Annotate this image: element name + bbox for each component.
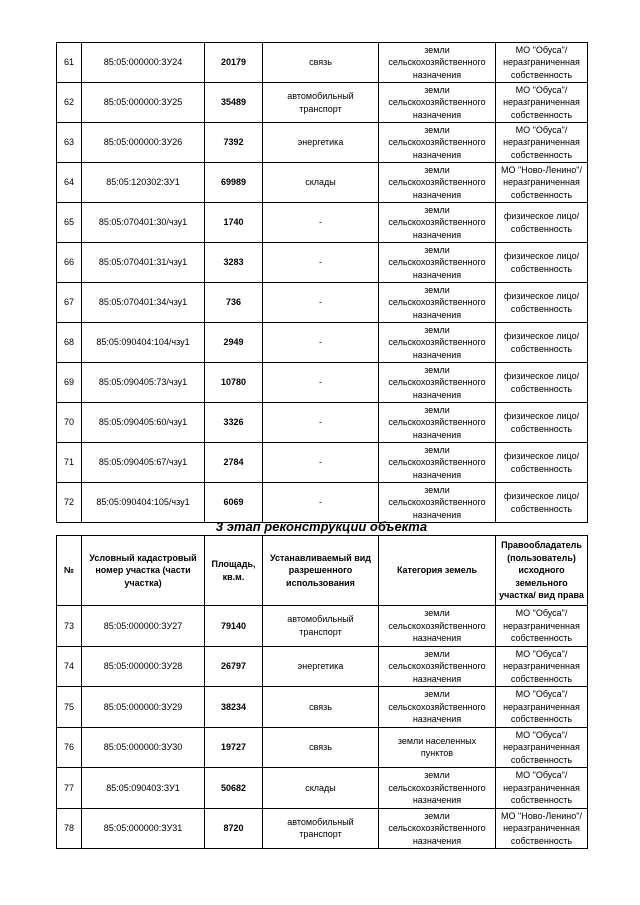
permitted-use: - bbox=[263, 363, 379, 403]
table-row bbox=[57, 687, 588, 728]
cadastral-number: 85:05:090405:67/чзу1 bbox=[82, 443, 205, 483]
table-row bbox=[57, 43, 588, 83]
owner-right: МО "Ново-Ленино"/ неразграниченная собственность bbox=[496, 163, 588, 203]
land-category: земли сельскохозяйственного назначения bbox=[379, 323, 496, 363]
row-number: 74 bbox=[57, 646, 82, 687]
cadastral-number: 85:05:090404:104/чзу1 bbox=[82, 323, 205, 363]
land-category: земли сельскохозяйственного назначения bbox=[379, 83, 496, 123]
area-value: 19727 bbox=[205, 727, 263, 768]
table-row bbox=[57, 646, 588, 687]
land-category: земли сельскохозяйственного назначения bbox=[379, 43, 496, 83]
table-row bbox=[57, 403, 588, 443]
owner-right: МО "Ново-Ленино"/ неразграниченная собственность bbox=[496, 808, 588, 849]
owner-right: физическое лицо/ собственность bbox=[496, 363, 588, 403]
row-number: 64 bbox=[57, 163, 82, 203]
table-row bbox=[57, 606, 588, 647]
area-value: 69989 bbox=[205, 163, 263, 203]
table-row bbox=[57, 443, 588, 483]
owner-right: физическое лицо/ собственность bbox=[496, 243, 588, 283]
row-number: 69 bbox=[57, 363, 82, 403]
header-area: Площадь, кв.м. bbox=[205, 536, 263, 606]
row-number: 76 bbox=[57, 727, 82, 768]
owner-right: МО "Обуса"/ неразграниченная собственность bbox=[496, 727, 588, 768]
table-row bbox=[57, 163, 588, 203]
table-row bbox=[57, 727, 588, 768]
owner-right: МО "Обуса"/ неразграниченная собственность bbox=[496, 687, 588, 728]
table-row bbox=[57, 83, 588, 123]
land-category: земли сельскохозяйственного назначения bbox=[379, 123, 496, 163]
land-category: земли сельскохозяйственного назначения bbox=[379, 443, 496, 483]
row-number: 62 bbox=[57, 83, 82, 123]
permitted-use: - bbox=[263, 203, 379, 243]
permitted-use: склады bbox=[263, 163, 379, 203]
owner-right: физическое лицо/ собственность bbox=[496, 443, 588, 483]
cadastral-number: 85:05:000000:ЗУ25 bbox=[82, 83, 205, 123]
permitted-use: связь bbox=[263, 687, 379, 728]
permitted-use: энергетика bbox=[263, 123, 379, 163]
row-number: 78 bbox=[57, 808, 82, 849]
cadastral-number: 85:05:090404:105/чзу1 bbox=[82, 483, 205, 523]
cadastral-number: 85:05:000000:ЗУ26 bbox=[82, 123, 205, 163]
cadastral-number: 85:05:070401:31/чзу1 bbox=[82, 243, 205, 283]
owner-right: МО "Обуса"/ неразграниченная собственность bbox=[496, 646, 588, 687]
permitted-use: связь bbox=[263, 727, 379, 768]
table-row bbox=[57, 323, 588, 363]
owner-right: физическое лицо/ собственность bbox=[496, 483, 588, 523]
area-value: 2784 bbox=[205, 443, 263, 483]
permitted-use: - bbox=[263, 403, 379, 443]
table-row bbox=[57, 283, 588, 323]
parcels-table-stage3 bbox=[56, 535, 588, 849]
row-number: 72 bbox=[57, 483, 82, 523]
owner-right: физическое лицо/ собственность bbox=[496, 403, 588, 443]
row-number: 71 bbox=[57, 443, 82, 483]
cadastral-number: 85:05:000000:ЗУ31 bbox=[82, 808, 205, 849]
owner-right: МО "Обуса"/ неразграниченная собственность bbox=[496, 768, 588, 809]
row-number: 75 bbox=[57, 687, 82, 728]
table-row bbox=[57, 203, 588, 243]
area-value: 38234 bbox=[205, 687, 263, 728]
area-value: 6069 bbox=[205, 483, 263, 523]
owner-right: МО "Обуса"/ неразграниченная собственность bbox=[496, 123, 588, 163]
table-row bbox=[57, 808, 588, 849]
land-category: земли сельскохозяйственного назначения bbox=[379, 203, 496, 243]
table-row bbox=[57, 363, 588, 403]
owner-right: МО "Обуса"/ неразграниченная собственность bbox=[496, 43, 588, 83]
header-land-category: Категория земель bbox=[379, 536, 496, 606]
permitted-use: энергетика bbox=[263, 646, 379, 687]
header-cadastral-number: Условный кадастровый номер участка (части участка) bbox=[82, 536, 205, 606]
cadastral-number: 85:05:000000:ЗУ27 bbox=[82, 606, 205, 647]
row-number: 68 bbox=[57, 323, 82, 363]
cadastral-number: 85:05:090403:ЗУ1 bbox=[82, 768, 205, 809]
header-owner-right: Правообладатель (пользователь) исходного земельного участка/ вид права bbox=[496, 536, 588, 606]
cadastral-number: 85:05:000000:ЗУ30 bbox=[82, 727, 205, 768]
owner-right: физическое лицо/ собственность bbox=[496, 323, 588, 363]
permitted-use: - bbox=[263, 443, 379, 483]
permitted-use: связь bbox=[263, 43, 379, 83]
land-category: земли сельскохозяйственного назначения bbox=[379, 283, 496, 323]
permitted-use: автомобильный транспорт bbox=[263, 83, 379, 123]
permitted-use: - bbox=[263, 323, 379, 363]
land-category: земли сельскохозяйственного назначения bbox=[379, 243, 496, 283]
table-row bbox=[57, 123, 588, 163]
area-value: 8720 bbox=[205, 808, 263, 849]
land-category: земли сельскохозяйственного назначения bbox=[379, 163, 496, 203]
land-category: земли сельскохозяйственного назначения bbox=[379, 363, 496, 403]
land-category: земли населенных пунктов bbox=[379, 727, 496, 768]
cadastral-number: 85:05:070401:30/чзу1 bbox=[82, 203, 205, 243]
row-number: 61 bbox=[57, 43, 82, 83]
row-number: 67 bbox=[57, 283, 82, 323]
cadastral-number: 85:05:070401:34/чзу1 bbox=[82, 283, 205, 323]
header-number: № bbox=[57, 536, 82, 606]
area-value: 50682 bbox=[205, 768, 263, 809]
land-category: земли сельскохозяйственного назначения bbox=[379, 646, 496, 687]
permitted-use: склады bbox=[263, 768, 379, 809]
row-number: 66 bbox=[57, 243, 82, 283]
permitted-use: - bbox=[263, 483, 379, 523]
cadastral-number: 85:05:000000:ЗУ24 bbox=[82, 43, 205, 83]
row-number: 77 bbox=[57, 768, 82, 809]
owner-right: физическое лицо/ собственность bbox=[496, 203, 588, 243]
land-category: земли сельскохозяйственного назначения bbox=[379, 483, 496, 523]
area-value: 35489 bbox=[205, 83, 263, 123]
area-value: 736 bbox=[205, 283, 263, 323]
land-category: земли сельскохозяйственного назначения bbox=[379, 403, 496, 443]
area-value: 2949 bbox=[205, 323, 263, 363]
cadastral-number: 85:05:090405:60/чзу1 bbox=[82, 403, 205, 443]
land-category: земли сельскохозяйственного назначения bbox=[379, 808, 496, 849]
table-header-row bbox=[57, 536, 588, 606]
permitted-use: - bbox=[263, 283, 379, 323]
area-value: 3283 bbox=[205, 243, 263, 283]
permitted-use: - bbox=[263, 243, 379, 283]
owner-right: физическое лицо/ собственность bbox=[496, 283, 588, 323]
area-value: 79140 bbox=[205, 606, 263, 647]
table-row bbox=[57, 243, 588, 283]
permitted-use: автомобильный транспорт bbox=[263, 606, 379, 647]
land-category: земли сельскохозяйственного назначения bbox=[379, 687, 496, 728]
permitted-use: автомобильный транспорт bbox=[263, 808, 379, 849]
table-row bbox=[57, 768, 588, 809]
header-permitted-use: Устанавливаемый вид разрешенного использования bbox=[263, 536, 379, 606]
cadastral-number: 85:05:000000:ЗУ29 bbox=[82, 687, 205, 728]
cadastral-number: 85:05:120302:ЗУ1 bbox=[82, 163, 205, 203]
area-value: 10780 bbox=[205, 363, 263, 403]
owner-right: МО "Обуса"/ неразграниченная собственность bbox=[496, 83, 588, 123]
parcels-table-stage2 bbox=[56, 42, 588, 523]
area-value: 7392 bbox=[205, 123, 263, 163]
land-category: земли сельскохозяйственного назначения bbox=[379, 606, 496, 647]
area-value: 3326 bbox=[205, 403, 263, 443]
cadastral-number: 85:05:000000:ЗУ28 bbox=[82, 646, 205, 687]
table-row bbox=[57, 483, 588, 523]
owner-right: МО "Обуса"/ неразграниченная собственность bbox=[496, 606, 588, 647]
area-value: 26797 bbox=[205, 646, 263, 687]
land-category: земли сельскохозяйственного назначения bbox=[379, 768, 496, 809]
cadastral-number: 85:05:090405:73/чзу1 bbox=[82, 363, 205, 403]
stage-3-title: 3 этап реконструкции объекта bbox=[215, 519, 428, 534]
area-value: 20179 bbox=[205, 43, 263, 83]
area-value: 1740 bbox=[205, 203, 263, 243]
row-number: 65 bbox=[57, 203, 82, 243]
row-number: 70 bbox=[57, 403, 82, 443]
row-number: 73 bbox=[57, 606, 82, 647]
row-number: 63 bbox=[57, 123, 82, 163]
